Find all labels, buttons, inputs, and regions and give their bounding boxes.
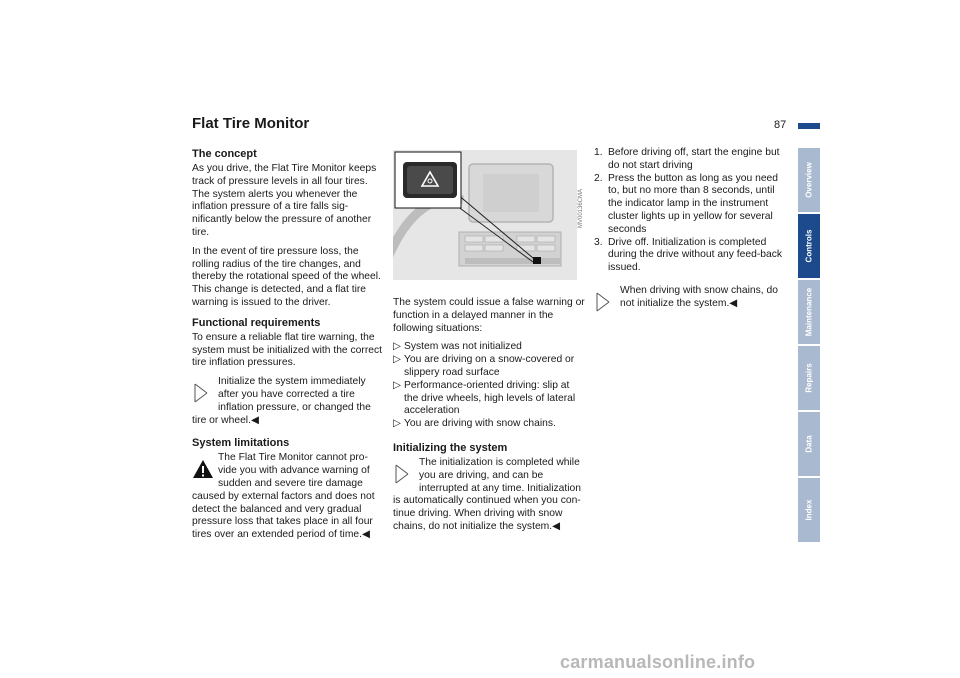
functional-note-text: Initialize the system immediately after you have corrected a tire inflation pressure, or changed the tire or wheel.◀ <box>192 376 371 426</box>
section-nav <box>798 148 820 544</box>
note-icon <box>192 381 214 405</box>
false-warning-situations-list <box>393 341 585 431</box>
column-1 <box>192 147 382 548</box>
page-title: Flat Tire Monitor <box>192 115 310 132</box>
tab-overview[interactable]: Overview <box>798 148 820 212</box>
note-icon <box>393 462 415 486</box>
initialization-steps-list <box>594 147 786 275</box>
tab-repairs[interactable]: Repairs <box>798 346 820 410</box>
functional-requirements-heading: Functional requirements <box>192 316 321 329</box>
tab-index[interactable]: Index <box>798 478 820 542</box>
tab-data[interactable]: Data <box>798 412 820 476</box>
page-number: 87 <box>774 119 787 131</box>
snow-chains-note-text: When driving with snow chains, do not initialize the system.◀ <box>620 284 778 309</box>
initializing-heading: Initializing the system <box>393 441 508 454</box>
list-item: 2. Press the button as long as you need to, but no more than 8 seconds, until the indicator lamp in the instrument cluster lights up in yellow for several seconds <box>594 172 779 235</box>
list-item: 1. Before driving off, start the engine but do not start driving <box>594 147 780 171</box>
warning-triangle-icon <box>192 457 214 481</box>
column-3 <box>594 147 786 317</box>
list-item: ▷ You are driving with snow chains. <box>393 418 556 430</box>
list-item: ▷ You are driving on a snow-covered or slippery road surface <box>393 354 575 378</box>
list-item: ▷ Performance-oriented driving: slip at the drive wheels, high levels of lateral acceleration <box>393 379 576 417</box>
tab-maintenance[interactable]: Maintenance <box>798 280 820 344</box>
limitations-warning <box>192 452 382 542</box>
note-icon <box>594 290 616 314</box>
concept-paragraph-2: In the event of tire pressure loss, the rolling radius of the tire changes, and thereby the rotational speed of the wheel. This change is detected, and a flat tire warning is issued to the driver. <box>192 245 381 308</box>
false-warning-paragraph: The system could issue a false warning or function in a delayed manner in the following situations: <box>393 297 585 334</box>
header-accent-bar <box>798 123 820 129</box>
concept-paragraph-1: As you drive, the Flat Tire Monitor keeps track of pressure levels in all four tires. The system alerts you whenever the inflation pressure of a tire falls sig-nificantly below the pressure of another tire. <box>192 163 377 238</box>
limitations-warning-text: The Flat Tire Monitor cannot pro-vide you with advance warning of sudden and severe tire damage caused by external factors and does not detect the balanced and very gradual pressure loss that takes place in all four tires over an extended period of time.◀ <box>192 452 375 541</box>
functional-note <box>192 376 382 427</box>
initializing-note <box>393 457 585 534</box>
list-item: ▷ System was not initialized <box>393 341 522 353</box>
column-2 <box>393 297 585 540</box>
dashboard-illustration <box>393 150 577 280</box>
list-item: 3. Drive off. Initialization is completed during the drive without any feed-back issued. <box>594 236 783 274</box>
concept-heading: The concept <box>192 148 257 160</box>
watermark-text: carmanualsonline.info <box>560 652 756 672</box>
system-limitations-heading: System limitations <box>192 437 290 450</box>
tab-controls[interactable]: Controls <box>798 214 820 278</box>
initializing-note-text: The initialization is completed while you are driving, and can be interrupted at any time. Initialization is automatically continued when you con-tinue driving. When driving with snow chains, do not initialize the system.◀ <box>393 456 581 532</box>
snow-chains-note <box>594 285 786 311</box>
button-location-photo <box>393 150 577 280</box>
image-reference-code: MV00136CMA <box>578 188 584 228</box>
functional-paragraph: To ensure a reliable flat tire warning, the system must be initialized with the correct tire inflation pressures. <box>192 331 382 369</box>
